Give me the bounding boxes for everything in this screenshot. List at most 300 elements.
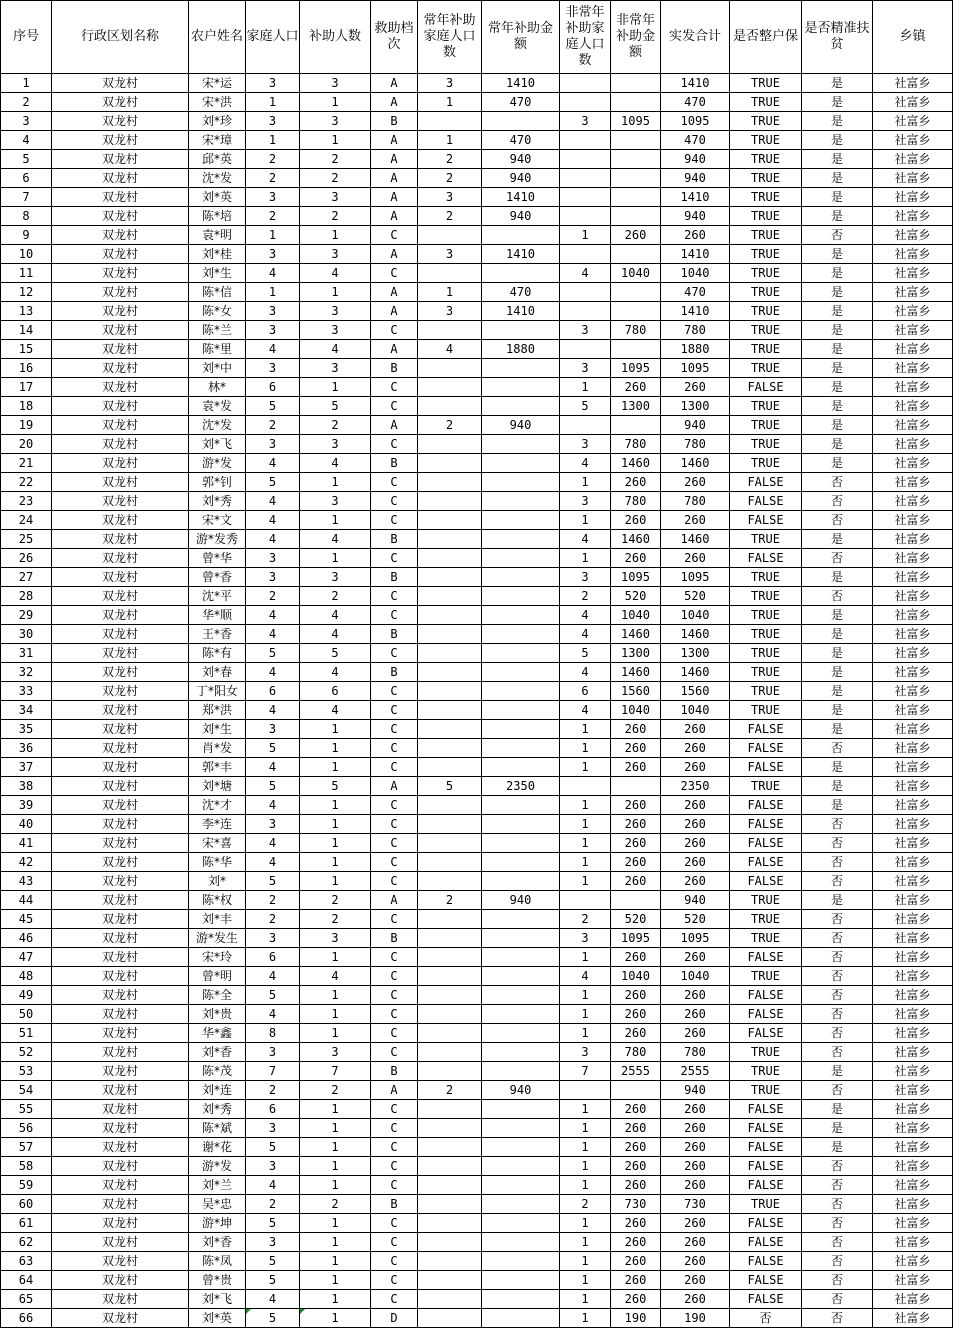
cell-whole-household[interactable]: FALSE: [730, 815, 802, 834]
cell-aid-level[interactable]: A: [371, 1081, 418, 1100]
cell-aid-level[interactable]: A: [371, 169, 418, 188]
cell-irregular-amount[interactable]: [611, 93, 661, 112]
cell-irregular-amount[interactable]: 1040: [611, 264, 661, 283]
cell-targeted-poverty[interactable]: 否: [802, 986, 873, 1005]
cell-family-size[interactable]: 7: [246, 1062, 300, 1081]
cell-region[interactable]: 双龙村: [52, 815, 189, 834]
cell-irregular-family-count[interactable]: 1: [560, 1271, 611, 1290]
cell-region[interactable]: 双龙村: [52, 207, 189, 226]
cell-total-paid[interactable]: 260: [661, 1119, 730, 1138]
cell-household-name[interactable]: 刘*塘: [189, 777, 246, 796]
cell-whole-household[interactable]: TRUE: [730, 530, 802, 549]
cell-region[interactable]: 双龙村: [52, 302, 189, 321]
cell-targeted-poverty[interactable]: 是: [802, 682, 873, 701]
cell-index[interactable]: 8: [1, 207, 52, 226]
cell-family-size[interactable]: 5: [246, 644, 300, 663]
cell-irregular-amount[interactable]: 1095: [611, 568, 661, 587]
cell-subsidy-count[interactable]: 4: [300, 454, 371, 473]
cell-aid-level[interactable]: C: [371, 606, 418, 625]
cell-whole-household[interactable]: TRUE: [730, 587, 802, 606]
cell-index[interactable]: 51: [1, 1024, 52, 1043]
cell-regular-amount[interactable]: 1410: [482, 302, 560, 321]
cell-aid-level[interactable]: C: [371, 378, 418, 397]
cell-regular-family-count[interactable]: [418, 663, 482, 682]
cell-whole-household[interactable]: TRUE: [730, 74, 802, 93]
cell-index[interactable]: 48: [1, 967, 52, 986]
cell-aid-level[interactable]: C: [371, 796, 418, 815]
cell-aid-level[interactable]: C: [371, 511, 418, 530]
cell-subsidy-count[interactable]: 1: [300, 815, 371, 834]
cell-whole-household[interactable]: TRUE: [730, 131, 802, 150]
cell-irregular-family-count[interactable]: [560, 340, 611, 359]
cell-aid-level[interactable]: C: [371, 739, 418, 758]
cell-regular-family-count[interactable]: [418, 511, 482, 530]
cell-aid-level[interactable]: C: [371, 1024, 418, 1043]
cell-subsidy-count[interactable]: 1: [300, 720, 371, 739]
cell-household-name[interactable]: 游*发: [189, 454, 246, 473]
cell-family-size[interactable]: 4: [246, 530, 300, 549]
cell-irregular-amount[interactable]: 260: [611, 1214, 661, 1233]
cell-township[interactable]: 社富乡: [873, 872, 953, 891]
cell-subsidy-count[interactable]: 2: [300, 587, 371, 606]
cell-aid-level[interactable]: C: [371, 682, 418, 701]
cell-subsidy-count[interactable]: 1: [300, 1233, 371, 1252]
cell-index[interactable]: 16: [1, 359, 52, 378]
cell-irregular-family-count[interactable]: [560, 777, 611, 796]
cell-regular-amount[interactable]: [482, 758, 560, 777]
cell-regular-family-count[interactable]: 2: [418, 169, 482, 188]
cell-whole-household[interactable]: TRUE: [730, 416, 802, 435]
header-col-region[interactable]: 行政区划名称: [52, 1, 189, 74]
cell-total-paid[interactable]: 1095: [661, 929, 730, 948]
cell-targeted-poverty[interactable]: 否: [802, 1024, 873, 1043]
cell-aid-level[interactable]: A: [371, 93, 418, 112]
cell-irregular-family-count[interactable]: 1: [560, 1309, 611, 1328]
cell-whole-household[interactable]: FALSE: [730, 872, 802, 891]
cell-irregular-amount[interactable]: 260: [611, 1252, 661, 1271]
cell-family-size[interactable]: 4: [246, 663, 300, 682]
cell-township[interactable]: 社富乡: [873, 1043, 953, 1062]
cell-region[interactable]: 双龙村: [52, 606, 189, 625]
cell-township[interactable]: 社富乡: [873, 397, 953, 416]
cell-subsidy-count[interactable]: 1: [300, 1005, 371, 1024]
cell-targeted-poverty[interactable]: 否: [802, 853, 873, 872]
cell-subsidy-count[interactable]: 4: [300, 663, 371, 682]
cell-targeted-poverty[interactable]: 是: [802, 321, 873, 340]
cell-regular-family-count[interactable]: [418, 834, 482, 853]
cell-township[interactable]: 社富乡: [873, 1271, 953, 1290]
cell-region[interactable]: 双龙村: [52, 169, 189, 188]
cell-index[interactable]: 34: [1, 701, 52, 720]
cell-regular-family-count[interactable]: [418, 264, 482, 283]
cell-regular-amount[interactable]: [482, 720, 560, 739]
cell-aid-level[interactable]: B: [371, 1195, 418, 1214]
cell-family-size[interactable]: 3: [246, 720, 300, 739]
cell-targeted-poverty[interactable]: 否: [802, 1176, 873, 1195]
cell-whole-household[interactable]: FALSE: [730, 796, 802, 815]
cell-township[interactable]: 社富乡: [873, 739, 953, 758]
cell-irregular-amount[interactable]: 1300: [611, 397, 661, 416]
cell-regular-amount[interactable]: 470: [482, 283, 560, 302]
cell-irregular-family-count[interactable]: 3: [560, 492, 611, 511]
cell-aid-level[interactable]: C: [371, 910, 418, 929]
cell-aid-level[interactable]: A: [371, 188, 418, 207]
cell-index[interactable]: 46: [1, 929, 52, 948]
cell-region[interactable]: 双龙村: [52, 511, 189, 530]
cell-targeted-poverty[interactable]: 是: [802, 207, 873, 226]
cell-aid-level[interactable]: A: [371, 340, 418, 359]
cell-family-size[interactable]: 3: [246, 74, 300, 93]
cell-household-name[interactable]: 谢*花: [189, 1138, 246, 1157]
cell-irregular-family-count[interactable]: 1: [560, 1233, 611, 1252]
cell-regular-family-count[interactable]: [418, 815, 482, 834]
header-col-household-name[interactable]: 农户姓名: [189, 1, 246, 74]
cell-total-paid[interactable]: 1300: [661, 397, 730, 416]
cell-regular-family-count[interactable]: [418, 1195, 482, 1214]
cell-irregular-amount[interactable]: [611, 207, 661, 226]
cell-aid-level[interactable]: B: [371, 359, 418, 378]
cell-whole-household[interactable]: TRUE: [730, 1195, 802, 1214]
cell-targeted-poverty[interactable]: 是: [802, 169, 873, 188]
cell-township[interactable]: 社富乡: [873, 910, 953, 929]
cell-regular-amount[interactable]: [482, 815, 560, 834]
cell-index[interactable]: 10: [1, 245, 52, 264]
cell-family-size[interactable]: 3: [246, 112, 300, 131]
cell-family-size[interactable]: 4: [246, 701, 300, 720]
cell-total-paid[interactable]: 470: [661, 131, 730, 150]
cell-regular-amount[interactable]: [482, 967, 560, 986]
cell-irregular-family-count[interactable]: 1: [560, 834, 611, 853]
cell-household-name[interactable]: 林*: [189, 378, 246, 397]
cell-irregular-family-count[interactable]: 3: [560, 112, 611, 131]
cell-targeted-poverty[interactable]: 否: [802, 967, 873, 986]
cell-irregular-family-count[interactable]: [560, 74, 611, 93]
cell-family-size[interactable]: 4: [246, 834, 300, 853]
cell-township[interactable]: 社富乡: [873, 758, 953, 777]
cell-township[interactable]: 社富乡: [873, 245, 953, 264]
cell-irregular-family-count[interactable]: 3: [560, 1043, 611, 1062]
cell-regular-amount[interactable]: [482, 986, 560, 1005]
cell-family-size[interactable]: 4: [246, 967, 300, 986]
cell-total-paid[interactable]: 260: [661, 1290, 730, 1309]
cell-regular-amount[interactable]: [482, 568, 560, 587]
cell-regular-family-count[interactable]: [418, 739, 482, 758]
cell-index[interactable]: 17: [1, 378, 52, 397]
cell-family-size[interactable]: 5: [246, 1214, 300, 1233]
cell-regular-amount[interactable]: 470: [482, 131, 560, 150]
cell-irregular-family-count[interactable]: 1: [560, 1138, 611, 1157]
cell-regular-family-count[interactable]: [418, 758, 482, 777]
cell-subsidy-count[interactable]: 2: [300, 891, 371, 910]
cell-township[interactable]: 社富乡: [873, 568, 953, 587]
cell-irregular-family-count[interactable]: [560, 1081, 611, 1100]
cell-regular-amount[interactable]: [482, 1214, 560, 1233]
cell-index[interactable]: 35: [1, 720, 52, 739]
cell-total-paid[interactable]: 260: [661, 511, 730, 530]
cell-total-paid[interactable]: 260: [661, 739, 730, 758]
cell-regular-family-count[interactable]: [418, 473, 482, 492]
cell-total-paid[interactable]: 260: [661, 1176, 730, 1195]
cell-household-name[interactable]: 沈*平: [189, 587, 246, 606]
cell-total-paid[interactable]: 470: [661, 283, 730, 302]
cell-index[interactable]: 42: [1, 853, 52, 872]
cell-regular-family-count[interactable]: [418, 587, 482, 606]
cell-family-size[interactable]: 5: [246, 397, 300, 416]
cell-region[interactable]: 双龙村: [52, 986, 189, 1005]
cell-regular-family-count[interactable]: [418, 378, 482, 397]
cell-index[interactable]: 19: [1, 416, 52, 435]
cell-whole-household[interactable]: FALSE: [730, 986, 802, 1005]
cell-regular-amount[interactable]: [482, 1290, 560, 1309]
cell-aid-level[interactable]: C: [371, 1138, 418, 1157]
cell-region[interactable]: 双龙村: [52, 1138, 189, 1157]
cell-targeted-poverty[interactable]: 否: [802, 549, 873, 568]
cell-regular-amount[interactable]: [482, 606, 560, 625]
cell-subsidy-count[interactable]: 3: [300, 74, 371, 93]
cell-aid-level[interactable]: A: [371, 283, 418, 302]
cell-township[interactable]: 社富乡: [873, 283, 953, 302]
cell-irregular-family-count[interactable]: [560, 188, 611, 207]
cell-family-size[interactable]: 3: [246, 245, 300, 264]
cell-total-paid[interactable]: 780: [661, 321, 730, 340]
cell-township[interactable]: 社富乡: [873, 834, 953, 853]
cell-irregular-amount[interactable]: 1040: [611, 701, 661, 720]
cell-index[interactable]: 57: [1, 1138, 52, 1157]
cell-household-name[interactable]: 陈*凤: [189, 1252, 246, 1271]
cell-regular-family-count[interactable]: 1: [418, 93, 482, 112]
cell-aid-level[interactable]: A: [371, 777, 418, 796]
cell-subsidy-count[interactable]: 3: [300, 321, 371, 340]
cell-regular-amount[interactable]: [482, 549, 560, 568]
cell-family-size[interactable]: 2: [246, 150, 300, 169]
cell-regular-family-count[interactable]: [418, 435, 482, 454]
cell-township[interactable]: 社富乡: [873, 207, 953, 226]
cell-township[interactable]: 社富乡: [873, 416, 953, 435]
cell-regular-amount[interactable]: [482, 948, 560, 967]
cell-index[interactable]: 58: [1, 1157, 52, 1176]
cell-targeted-poverty[interactable]: 是: [802, 606, 873, 625]
cell-subsidy-count[interactable]: 2: [300, 169, 371, 188]
cell-aid-level[interactable]: A: [371, 150, 418, 169]
cell-family-size[interactable]: 2: [246, 1195, 300, 1214]
cell-total-paid[interactable]: 260: [661, 872, 730, 891]
cell-regular-family-count[interactable]: 1: [418, 131, 482, 150]
cell-whole-household[interactable]: TRUE: [730, 321, 802, 340]
cell-subsidy-count[interactable]: 1: [300, 853, 371, 872]
cell-subsidy-count[interactable]: 1: [300, 1252, 371, 1271]
cell-subsidy-count[interactable]: 1: [300, 131, 371, 150]
cell-whole-household[interactable]: TRUE: [730, 777, 802, 796]
cell-targeted-poverty[interactable]: 是: [802, 264, 873, 283]
cell-regular-amount[interactable]: [482, 226, 560, 245]
cell-targeted-poverty[interactable]: 否: [802, 1233, 873, 1252]
cell-targeted-poverty[interactable]: 是: [802, 1062, 873, 1081]
cell-index[interactable]: 64: [1, 1271, 52, 1290]
header-col-township[interactable]: 乡镇: [873, 1, 953, 74]
cell-region[interactable]: 双龙村: [52, 1062, 189, 1081]
cell-irregular-amount[interactable]: 260: [611, 834, 661, 853]
cell-household-name[interactable]: 刘*香: [189, 1233, 246, 1252]
cell-township[interactable]: 社富乡: [873, 264, 953, 283]
cell-whole-household[interactable]: TRUE: [730, 1081, 802, 1100]
cell-subsidy-count[interactable]: 1: [300, 834, 371, 853]
cell-regular-family-count[interactable]: [418, 1043, 482, 1062]
cell-regular-family-count[interactable]: 2: [418, 1081, 482, 1100]
cell-targeted-poverty[interactable]: 是: [802, 1100, 873, 1119]
cell-total-paid[interactable]: 520: [661, 910, 730, 929]
cell-family-size[interactable]: 2: [246, 1081, 300, 1100]
cell-township[interactable]: 社富乡: [873, 1233, 953, 1252]
cell-aid-level[interactable]: B: [371, 530, 418, 549]
cell-household-name[interactable]: 陈*权: [189, 891, 246, 910]
cell-index[interactable]: 18: [1, 397, 52, 416]
cell-index[interactable]: 60: [1, 1195, 52, 1214]
cell-regular-family-count[interactable]: [418, 1214, 482, 1233]
cell-regular-amount[interactable]: 940: [482, 891, 560, 910]
cell-irregular-amount[interactable]: 260: [611, 1024, 661, 1043]
cell-region[interactable]: 双龙村: [52, 454, 189, 473]
cell-whole-household[interactable]: FALSE: [730, 1252, 802, 1271]
cell-irregular-amount[interactable]: 780: [611, 1043, 661, 1062]
cell-regular-family-count[interactable]: [418, 929, 482, 948]
cell-family-size[interactable]: 3: [246, 359, 300, 378]
cell-regular-family-count[interactable]: [418, 606, 482, 625]
header-col-total-paid[interactable]: 实发合计: [661, 1, 730, 74]
cell-family-size[interactable]: 4: [246, 1290, 300, 1309]
header-col-irregular-family-count[interactable]: 非常年补助家庭人口数: [560, 1, 611, 74]
cell-irregular-family-count[interactable]: 3: [560, 435, 611, 454]
cell-family-size[interactable]: 3: [246, 1157, 300, 1176]
cell-family-size[interactable]: 3: [246, 1119, 300, 1138]
cell-index[interactable]: 61: [1, 1214, 52, 1233]
cell-family-size[interactable]: 4: [246, 758, 300, 777]
cell-irregular-amount[interactable]: 1095: [611, 112, 661, 131]
cell-total-paid[interactable]: 940: [661, 169, 730, 188]
cell-regular-amount[interactable]: [482, 264, 560, 283]
cell-household-name[interactable]: 刘*生: [189, 264, 246, 283]
cell-household-name[interactable]: 刘*丰: [189, 910, 246, 929]
cell-aid-level[interactable]: C: [371, 492, 418, 511]
cell-targeted-poverty[interactable]: 否: [802, 910, 873, 929]
cell-family-size[interactable]: 4: [246, 606, 300, 625]
cell-whole-household[interactable]: FALSE: [730, 1233, 802, 1252]
cell-region[interactable]: 双龙村: [52, 1271, 189, 1290]
cell-whole-household[interactable]: FALSE: [730, 1176, 802, 1195]
cell-total-paid[interactable]: 260: [661, 834, 730, 853]
cell-regular-family-count[interactable]: [418, 1024, 482, 1043]
cell-regular-family-count[interactable]: [418, 1290, 482, 1309]
cell-subsidy-count[interactable]: 1: [300, 549, 371, 568]
cell-family-size[interactable]: 5: [246, 1309, 300, 1328]
cell-index[interactable]: 15: [1, 340, 52, 359]
cell-irregular-family-count[interactable]: 1: [560, 1024, 611, 1043]
cell-regular-amount[interactable]: [482, 853, 560, 872]
cell-household-name[interactable]: 陈*有: [189, 644, 246, 663]
cell-index[interactable]: 23: [1, 492, 52, 511]
cell-household-name[interactable]: 陈*里: [189, 340, 246, 359]
cell-irregular-family-count[interactable]: 1: [560, 815, 611, 834]
cell-region[interactable]: 双龙村: [52, 910, 189, 929]
cell-irregular-family-count[interactable]: [560, 245, 611, 264]
cell-region[interactable]: 双龙村: [52, 967, 189, 986]
cell-subsidy-count[interactable]: 1: [300, 93, 371, 112]
cell-irregular-family-count[interactable]: 4: [560, 663, 611, 682]
cell-irregular-amount[interactable]: 1300: [611, 644, 661, 663]
cell-regular-family-count[interactable]: 3: [418, 245, 482, 264]
cell-regular-amount[interactable]: [482, 1233, 560, 1252]
cell-total-paid[interactable]: 260: [661, 549, 730, 568]
cell-targeted-poverty[interactable]: 是: [802, 378, 873, 397]
cell-aid-level[interactable]: C: [371, 226, 418, 245]
cell-family-size[interactable]: 5: [246, 473, 300, 492]
cell-aid-level[interactable]: C: [371, 1252, 418, 1271]
cell-region[interactable]: 双龙村: [52, 131, 189, 150]
cell-targeted-poverty[interactable]: 否: [802, 1005, 873, 1024]
cell-regular-amount[interactable]: [482, 1309, 560, 1328]
cell-township[interactable]: 社富乡: [873, 188, 953, 207]
cell-region[interactable]: 双龙村: [52, 378, 189, 397]
cell-aid-level[interactable]: C: [371, 720, 418, 739]
cell-index[interactable]: 1: [1, 74, 52, 93]
cell-household-name[interactable]: 刘*香: [189, 1043, 246, 1062]
cell-targeted-poverty[interactable]: 否: [802, 1252, 873, 1271]
cell-household-name[interactable]: 刘*贵: [189, 1005, 246, 1024]
cell-aid-level[interactable]: C: [371, 1176, 418, 1195]
cell-township[interactable]: 社富乡: [873, 359, 953, 378]
cell-region[interactable]: 双龙村: [52, 340, 189, 359]
cell-total-paid[interactable]: 520: [661, 587, 730, 606]
cell-regular-amount[interactable]: [482, 1043, 560, 1062]
cell-aid-level[interactable]: C: [371, 948, 418, 967]
cell-targeted-poverty[interactable]: 否: [802, 1081, 873, 1100]
cell-regular-family-count[interactable]: [418, 454, 482, 473]
cell-region[interactable]: 双龙村: [52, 226, 189, 245]
cell-irregular-family-count[interactable]: [560, 891, 611, 910]
cell-regular-family-count[interactable]: [418, 549, 482, 568]
cell-household-name[interactable]: 陈*茂: [189, 1062, 246, 1081]
cell-township[interactable]: 社富乡: [873, 948, 953, 967]
cell-regular-amount[interactable]: [482, 1138, 560, 1157]
cell-total-paid[interactable]: 940: [661, 1081, 730, 1100]
cell-whole-household[interactable]: FALSE: [730, 1214, 802, 1233]
cell-total-paid[interactable]: 2350: [661, 777, 730, 796]
cell-subsidy-count[interactable]: 3: [300, 568, 371, 587]
cell-index[interactable]: 44: [1, 891, 52, 910]
cell-targeted-poverty[interactable]: 否: [802, 1157, 873, 1176]
cell-whole-household[interactable]: TRUE: [730, 663, 802, 682]
cell-whole-household[interactable]: TRUE: [730, 1043, 802, 1062]
cell-region[interactable]: 双龙村: [52, 264, 189, 283]
cell-family-size[interactable]: 1: [246, 93, 300, 112]
cell-subsidy-count[interactable]: 2: [300, 416, 371, 435]
cell-household-name[interactable]: 肖*发: [189, 739, 246, 758]
cell-subsidy-count[interactable]: 5: [300, 777, 371, 796]
cell-region[interactable]: 双龙村: [52, 188, 189, 207]
cell-aid-level[interactable]: B: [371, 929, 418, 948]
cell-index[interactable]: 43: [1, 872, 52, 891]
cell-household-name[interactable]: 刘*飞: [189, 1290, 246, 1309]
cell-subsidy-count[interactable]: 4: [300, 530, 371, 549]
cell-whole-household[interactable]: FALSE: [730, 511, 802, 530]
cell-irregular-amount[interactable]: 2555: [611, 1062, 661, 1081]
cell-targeted-poverty[interactable]: 是: [802, 112, 873, 131]
cell-targeted-poverty[interactable]: 是: [802, 758, 873, 777]
cell-targeted-poverty[interactable]: 否: [802, 834, 873, 853]
cell-subsidy-count[interactable]: 3: [300, 245, 371, 264]
cell-targeted-poverty[interactable]: 是: [802, 625, 873, 644]
cell-index[interactable]: 7: [1, 188, 52, 207]
cell-whole-household[interactable]: TRUE: [730, 169, 802, 188]
